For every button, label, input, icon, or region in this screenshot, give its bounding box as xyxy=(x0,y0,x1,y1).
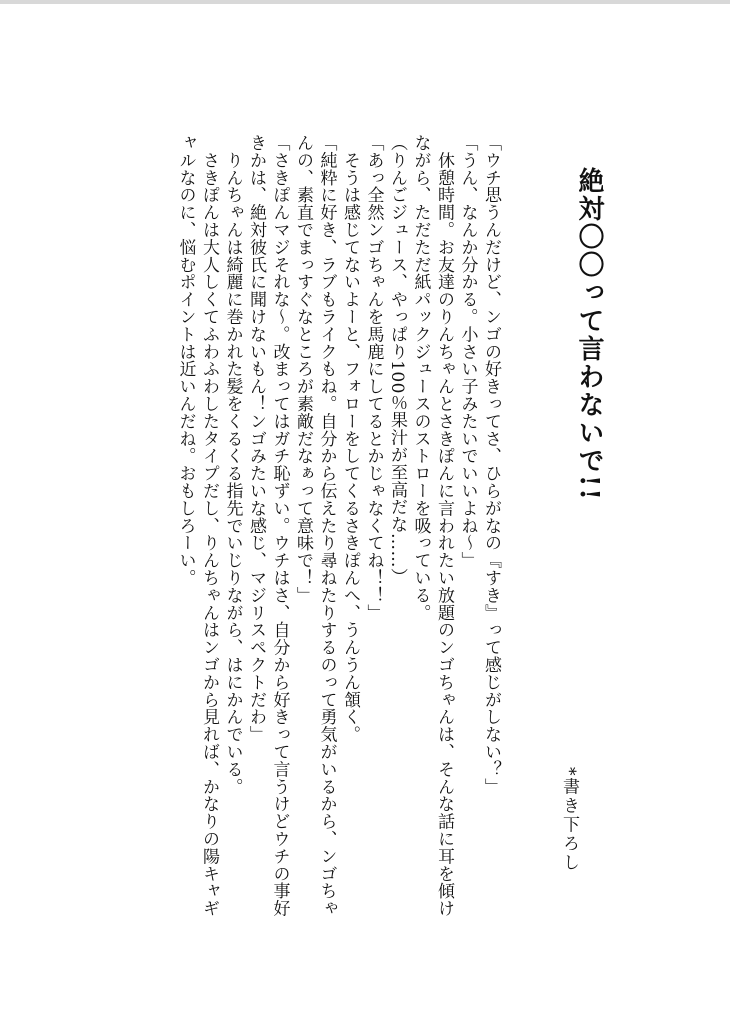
source-note: *書き下ろし xyxy=(559,767,579,873)
paragraph: 「あっ全然ンゴちゃんを馬鹿にしてるとかじゃなくてね！！」 xyxy=(363,134,384,622)
paragraph: さきぽんは大人しくてふわふわしたタイプだし、りんちゃんはンゴから見れば、かなりの陽キャギャルなのに、悩むポイントは近いんだね。おもしろーい。 xyxy=(175,134,219,917)
paragraph: 「ウチ思うんだけど、ンゴの好きってさ、ひらがなの『すき』って感じがしない？」 xyxy=(481,134,501,796)
paragraph: 「純粋に好き、ラブもライクもね。自分から伝えたり尋ねたりするのって勇気がいるから、ンゴちゃんの、素直でまっすぐなところが素敵だなぁって意味で！」 xyxy=(293,134,337,917)
body-text xyxy=(173,134,502,934)
book-page xyxy=(0,4,730,1024)
paragraph: 「さきぽんマジそれな〜。改まってはガチ恥ずい。ウチはさ、自分から好きって言うけどウチの事好きかは、絶対彼氏に聞けないもん！ンゴみたいな感じ、マジリスペクトだわ」 xyxy=(246,134,290,917)
paragraph: 休憩時間。お友達のりんちゃんとさきぽんに言われたい放題のンゴちゃんは、そんな話に耳を傾けながら、ただただ紙パックジュースのストローを吸っている。 xyxy=(410,134,454,917)
paragraph: 「うん、なんか分かる。小さい子みたいでいいよね〜」 xyxy=(457,134,478,569)
paragraph: そうは感じてないよーと、フォローをしてくるさきぽんへ、うんうん頷く。 xyxy=(340,134,360,743)
chapter-title: 絶対〇〇って言わないで!! xyxy=(574,167,604,502)
paragraph: りんちゃんは綺麗に巻かれた髪をくるくる指先でいじりながら、はにかんでいる。 xyxy=(222,134,243,796)
paragraph: （りんごジュース、やっぱり100％果汁が至高だな……） xyxy=(387,134,407,586)
